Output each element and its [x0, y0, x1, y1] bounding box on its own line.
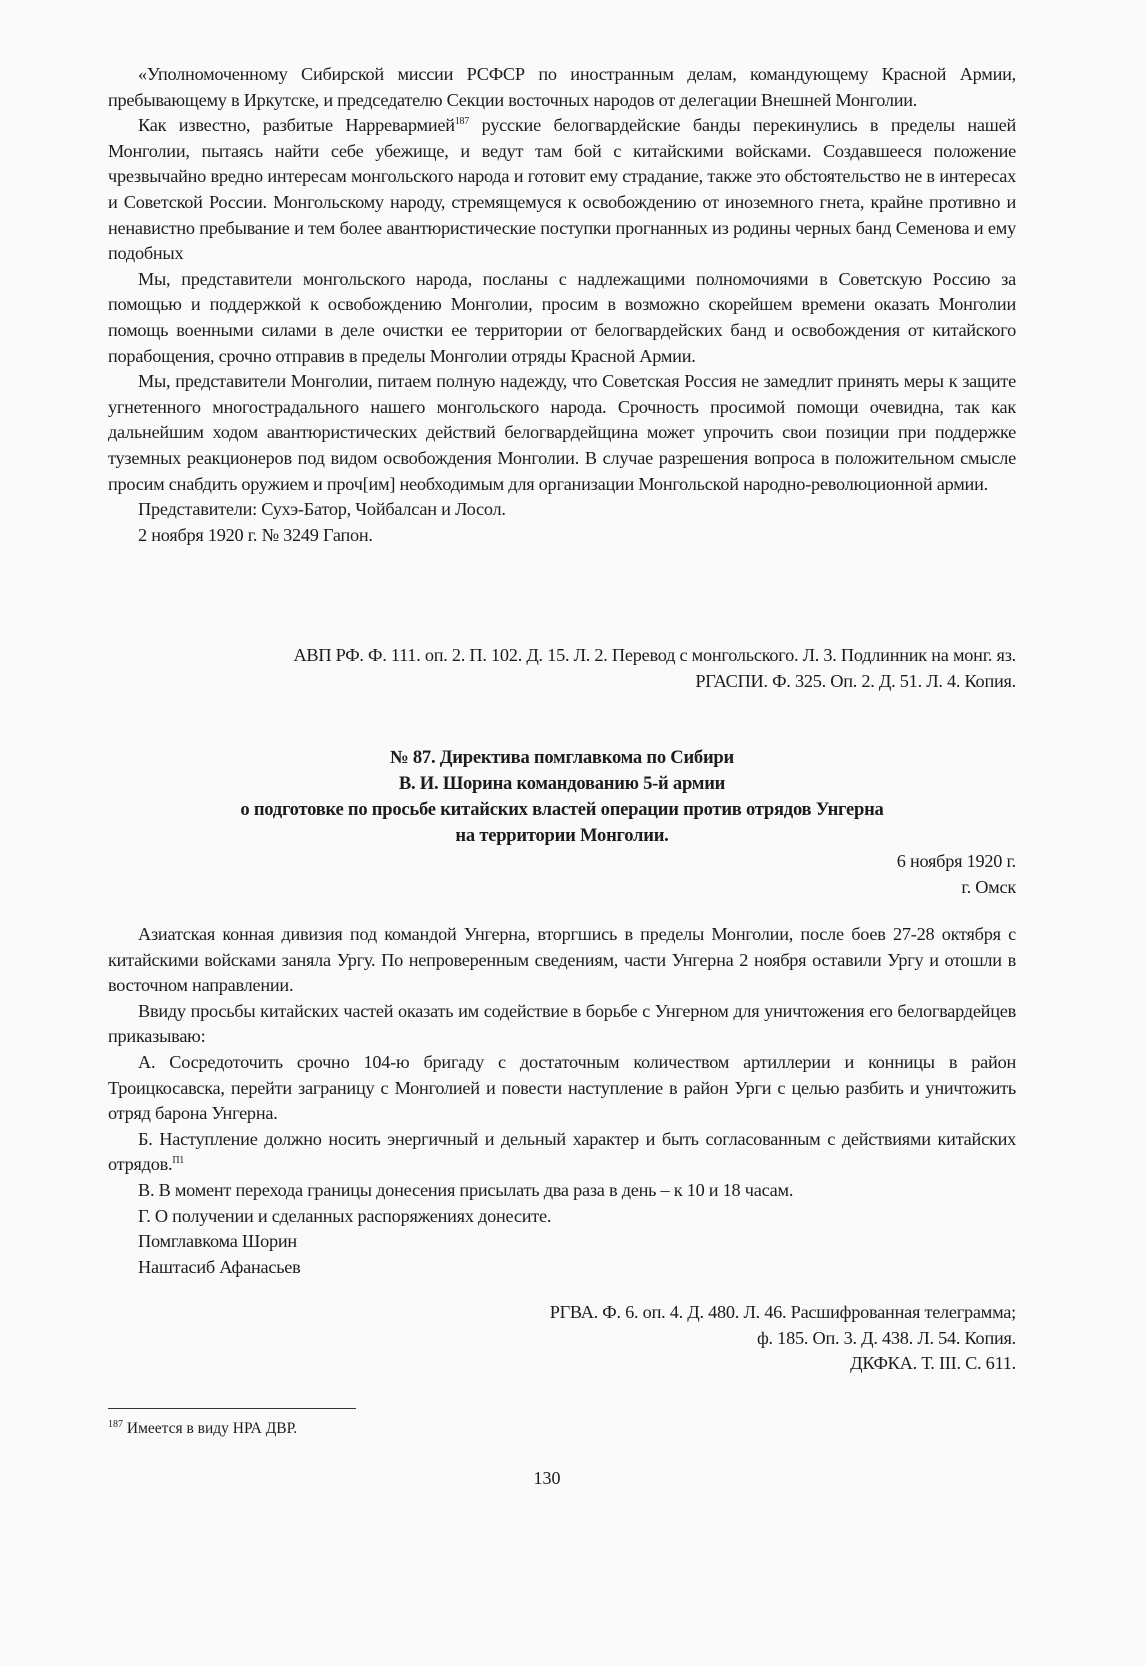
place: г. Омск [961, 876, 1016, 897]
signature: Наштасиб Афанасьев [138, 1256, 301, 1277]
title-line: на территории Монголии. [455, 825, 669, 846]
signatories: Представители: Сухэ-Батор, Чойбалсан и Лосол. [138, 499, 506, 520]
paragraph: Мы, представители монгольского народа, посланы с надлежащими полномочиями в Советскую Россию за помощью и поддержкой к освобождению Монголии, просим в возможно скорейшем времени оказать Монголии помощь военными силами в деле очистки ее территории от белогвардейских банд и освобождения от китайского порабощения, срочно отправив в пределы Монголии отряды Красной Армии. [108, 268, 1016, 366]
page-number: 130 [533, 1468, 561, 1488]
text: русские белогвардейские банды перекинулись в пределы нашей Монголии, пытаясь найти себе убежище, и ведут там бой с китайскими войсками. Создавшееся положение чрезвычайно вредно интересам монгольского народа и готовит ему страдание, также это обстоятельство не в интересах и Советской России. Монгольскому народу, стремящемуся к освобождению от иноземного гнета, крайне противно и ненавистно пребывание и тем более авантюристические поступки прогнанных из родины черных банд Семенова и ему подобных [108, 115, 1016, 264]
source-line: ДКФКА. Т. III. С. 611. [850, 1353, 1016, 1374]
paragraph [108, 113, 1016, 267]
signature: Помглавкома Шорин [138, 1231, 297, 1252]
paragraph: «Уполномоченному Сибирской миссии РСФСР по иностранным делам, командующему Красной Армии, пребывающему в Иркутске, и председателю Секции восточных народов от делегации Внешней Монголии. [108, 64, 1016, 110]
footnote-ref: 187 [454, 116, 470, 128]
paragraph: В. В момент перехода границы донесения присылать два раза в день – к 10 и 18 часам. [138, 1179, 794, 1200]
title-line: № 87. Директива помглавкома по Сибири [390, 747, 734, 768]
source-line: РГАСПИ. Ф. 325. Оп. 2. Д. 51. Л. 4. Копия. [695, 670, 1016, 691]
footnote [108, 1420, 297, 1438]
source-line: ф. 185. Оп. 3. Д. 438. Л. 54. Копия. [756, 1327, 1016, 1348]
paragraph: Мы, представители Монголии, питаем полную надежду, что Советская Россия не замедлит принять меры к защите угнетенного многострадального нашего монгольского народа. Срочность просимой помощи очевидна, так как дальнейшим ходом авантюристических действий белогвардейщина может упрочить свои позиции при поддержке туземных реакционеров под видом освобождения Монголии. В случае разрешения вопроса в положительном смысле просим снабдить оружием и проч[им] необходимым для организации Монгольской народно-революционной армии. [108, 371, 1016, 494]
title-line: В. И. Шорина командованию 5-й армии [398, 773, 726, 794]
paragraph: А. Сосредоточить срочно 104-ю бригаду с достаточным количеством артиллерии и конницы в район Троицкосавска, перейти заграницу с Монголией и повести наступление в район Урги с целью разбить и уничтожить отряд барона Унгерна. [108, 1051, 1016, 1124]
document-86-text [108, 62, 1016, 548]
text: Б. Наступление должно носить энергичный и дельный характер и быть согласованным с действиями китайских отрядов. [108, 1128, 1016, 1175]
text: Как известно, разбитые Нарревармией [138, 115, 455, 136]
footnote-divider [108, 1408, 356, 1409]
paragraph: Г. О получении и сделанных распоряжениях донесите. [138, 1205, 552, 1226]
document-87-text [108, 922, 1016, 1280]
footnote-number: 187 [108, 1418, 123, 1430]
paragraph [108, 1127, 1016, 1178]
title-line: о подготовке по просьбе китайских властей операции против отрядов Унгерна [240, 799, 884, 820]
document-87-title [108, 745, 1016, 900]
document-86-sources [108, 643, 1016, 694]
paragraph: Азиатская конная дивизия под командой Унгерна, вторгшись в пределы Монголии, после боев 27-28 октября с китайскими войсками заняла Ургу. По непроверенным сведениям, части Унгерна 2 ноября оставили Ургу и отошли в восточном направлении. [108, 924, 1016, 996]
date-line: 2 ноября 1920 г. № 3249 Гапон. [138, 524, 373, 545]
document-87-sources [108, 1300, 1016, 1377]
note-ref: П1 [172, 1155, 185, 1167]
source-line: АВП РФ. Ф. 111. оп. 2. П. 102. Д. 15. Л. 2. Перевод с монгольского. Л. 3. Подлинник на монг. яз. [293, 645, 1016, 665]
source-line: РГВА. Ф. 6. оп. 4. Д. 480. Л. 46. Расшифрованная телеграмма; [549, 1302, 1016, 1322]
date: 6 ноября 1920 г. [896, 851, 1016, 871]
paragraph: Ввиду просьбы китайских частей оказать им содействие в борьбе с Унгерном для уничтожения его белогвардейцев приказываю: [108, 1000, 1016, 1047]
footnote-text: Имеется в виду НРА ДВР. [126, 1420, 298, 1437]
